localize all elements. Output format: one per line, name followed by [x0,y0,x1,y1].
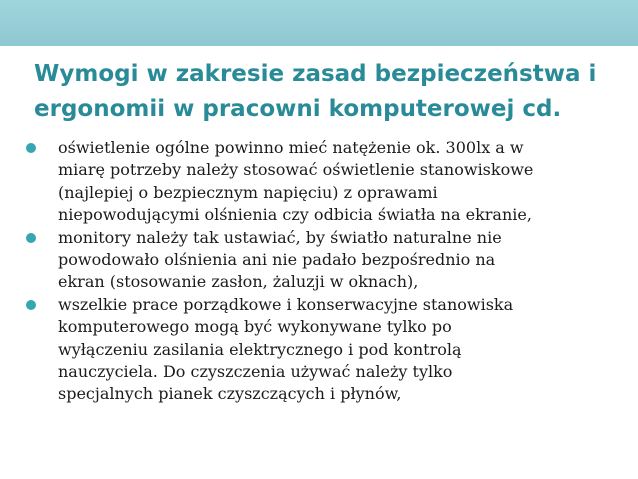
bullet-text-line: (najlepiej o bezpiecznym napięciu) z oprawami [58,182,438,202]
slide-title [34,57,634,127]
round-bullet-icon [26,233,36,243]
bullet-text-line: nauczyciela. Do czyszczenia używać należy tylko [58,362,453,382]
bullet-text-line: niepowodującymi olśnienia czy odbicia światła na ekranie, [58,205,532,225]
title-line-1: Wymogi w zakresie zasad bezpieczeństwa i [34,61,597,87]
bullet-text-line: ekran (stosowanie zasłon, żaluzji w oknach), [58,272,419,292]
header-band [0,0,638,46]
bullet-text-line: powodowało olśnienia ani nie padało bezpośrednio na [58,250,496,270]
bullet-text-line: specjalnych pianek czyszczących i płynów, [58,384,402,404]
round-bullet-icon [26,300,36,310]
bullet-text-line: monitory należy tak ustawiać, by światło naturalne nie [58,227,502,247]
round-bullet-icon [26,143,36,153]
bullet-text-line: oświetlenie ogólne powinno mieć natężenie ok. 300lx a w [58,138,524,157]
bullet-text-line: wszelkie prace porządkowe i konserwacyjne stanowiska [58,294,514,314]
bullet-text-line: komputerowego mogą być wykonywane tylko po [58,317,452,337]
bullet-list [22,137,622,406]
bullet-item-maintenance [22,294,622,406]
title-line-2: ergonomii w pracowni komputerowej cd. [34,96,562,122]
bullet-text-line: wyłączeniu zasilania elektrycznego i pod kontrolą [58,339,462,359]
bullet-item-lighting [22,137,622,227]
bullet-item-monitors [22,227,622,294]
bullet-text-line: miarę potrzeby należy stosować oświetlenie stanowiskowe [58,160,534,180]
